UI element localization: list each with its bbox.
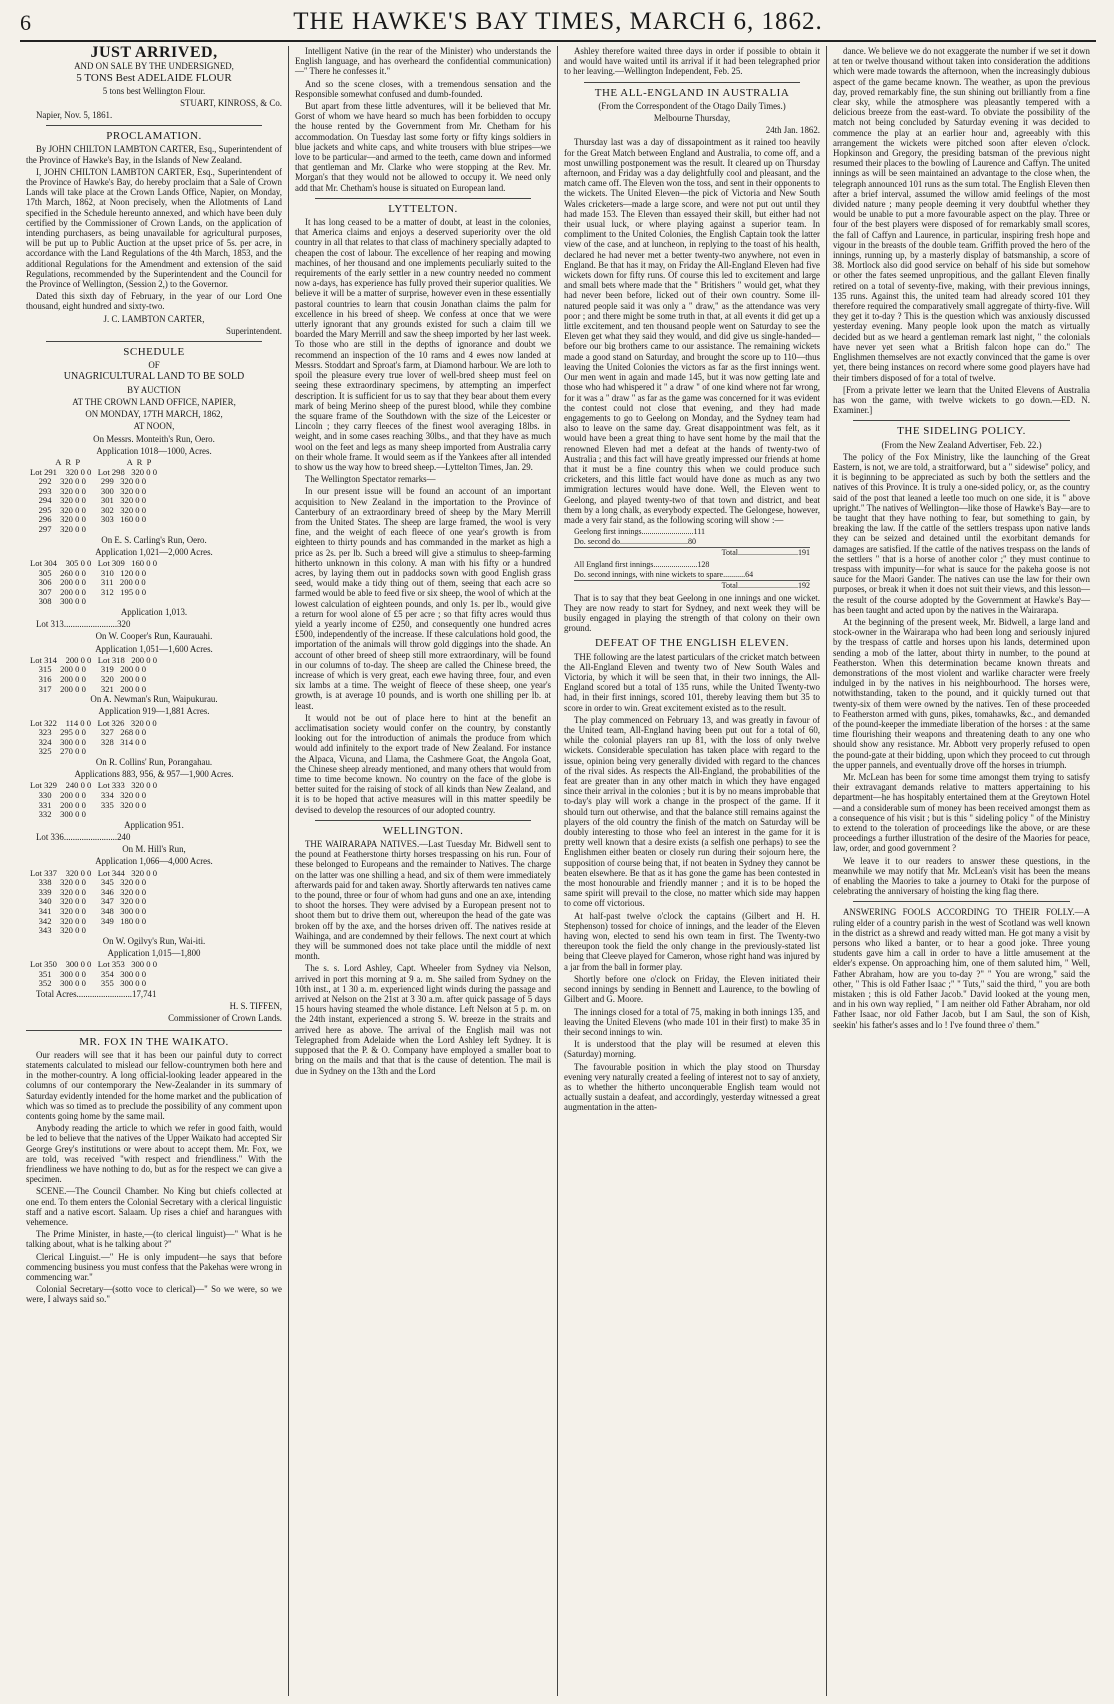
article-paragraph: In our present issue will be found an account of an important acquisition to New Zealand in the importation to the Province of Canterbury of an extraordinary breed of sheep by the Mary Merrill from the United States. The sheep are large framed, the wool is very fine, and the weight of each fleece of one year's growth is from eighteen to thirty pounds and has commanded in the market as high a price as 2s. per lb. Such a breed will give a stimulus to sheep-farming hitherto unknown in this colony. A man with his fifty or a hundred acres, by laying them out in paddocks sown with good English grass seed, would make a tidy thing out of them, seeing that each acre so farmed would be able to feed five or six sheep, the wool of which at the lowest calculation of eighteen pounds, and only 1s. per lb., would give a return for wool alone of £5 per acre ; so that fifty acres would thus yield a yearly income of £250, and consequently one hundred acres £500, independently of the increase. If these calculations hold good, the importation of the animals will throw gold diggings into the shade. An account of other breed of sheep still more extraordinary, will be found in our columns of to-day. The sheep are called the Chinese breed, the increase of which is very great, each ewe having three, four, and even six lambs at a time. The weight of fleece of these sheep, one year's growth, is at average 10 pounds, and is worth one shilling per lb. at least.: [295, 486, 551, 711]
proclamation-body: I, JOHN CHILTON LAMBTON CARTER, Esq., Superintendent of the Province of Hawke's Bay, do hereby proclaim that a Sale of Crown Lands will take place at the Crown Lands Office, Napier, on Monday, 17th March, 1862, at Noon precisely, when the Allotments of Land specified in the Schedule hereunto annexed, and which have been duly certified by the Commissioner of Crown Lands, on the application of intending purchasers, as being unavailable for agricultural purposes, will be put up to Public Auction at the upset price of 5s. per acre, in accordance with the Land Regulations of the 4th March, 1853, and the additional Regulations for the Amendment and extension of the said Regulations, recommended by the Superintendent and the Council for the Province of Wellington, (Session 2,) to the Governor.: [26, 166, 282, 290]
lot-table: [30, 458, 282, 535]
fox-paragraph: Anybody reading the article to which we refer in good faith, would be led to believe that the natives of the Upper Waikato had accepted Sir George Grey's institutions or were about to accept them. Mr. Fox, we are told, was received "with respect and friendliness." With the friendliness we have nothing to do, but as for the respect we can give a specimen.: [26, 1123, 282, 1185]
schedule-run: [26, 936, 282, 989]
fox-paragraph: Colonial Secretary—(sotto voce to clerical)—" So we were, so we were, I always said so.": [26, 1284, 282, 1305]
schedule-line: AT THE CROWN LAND OFFICE, NAPIER,: [72, 396, 236, 407]
article-paragraph: And so the scene closes, with a tremendous sensation and the Responsible somewhat confused and dumb-founded.: [295, 78, 551, 99]
dateline: Melbourne Thursday,: [653, 113, 731, 124]
lot-row: Lot 322 114 0 0 Lot 326 320 0 0: [30, 717, 157, 728]
lot-row: 297 320 0 0: [30, 524, 86, 535]
run-application: Application 951.: [124, 819, 184, 830]
newspaper-title: THE HAWKE'S BAY TIMES, MARCH 6, 1862.: [293, 8, 823, 35]
column-3: [558, 46, 827, 1696]
columns: [20, 46, 1096, 1696]
lot-row: 306 200 0 0 311 200 0 0: [30, 577, 146, 588]
lot-table: [30, 719, 282, 757]
lot-row: 324 300 0 0 328 314 0 0: [30, 736, 147, 747]
article-paragraph: It is understood that the play will be resumed at eleven this (Saturday) morning.: [564, 1039, 820, 1060]
article-paragraph: Mr. McLean has been for some time amongst them trying to satisfy their extravagant demands relative to matters appertaining to his department—he has hospitably entertained them at the Greytown Hotel—and a considerable sum of money has been received amongst them as a consequence of his visit ; but is this " sideling policy " of the Ministry to extend to the toleration of proceedings like the above, or are these proceedings a further illustration of the desire of the Maories for peace, law, order, and good government ?: [833, 772, 1090, 854]
ad-title: JUST ARRIVED,: [90, 46, 218, 61]
dateline: 24th Jan. 1862.: [765, 125, 820, 136]
article-paragraph: The innings closed for a total of 75, making in both innings 135, and leaving the United Elevens (who made 101 in their first) to make 35 in their second innings to win.: [564, 1006, 820, 1037]
run-application: Applications 883, 956, & 957—1,900 Acres.: [74, 769, 234, 780]
schedule-line: BY AUCTION: [127, 384, 181, 395]
schedule-line: UNAGRICULTURAL LAND TO BE SOLD: [63, 371, 245, 383]
lot-row: 293 320 0 0 300 320 0 0: [30, 485, 147, 496]
article-paragraph: It has long ceased to be a matter of doubt, at least in the colonies, that America claims and enjoys a deserved superiority over the old country in all that relates to that class of machinery specially adapted to cheapen the cost of labour. The excellence of her reaping and mowing machines, of her thousand and one implements peculiarly suited to the requirements of the early settler in a new country needed no comment now a-days, has experience has fully proved their superior qualities. We believe it will be a matter of surprise, however even in these essentially pastoral countries to learn that cousin Jonathan claims the palm for excellence in his breed of sheep. We confess at once that we were utterly ignorant that any grounds existed for such a claim till we boarded the Mary Merrill and saw the sheep imported by her last week. To those who are still in the depths of ignorance and doubt we recommend an inspection of the 10 rams and 4 ewes now landed at Messrs. Stoddart and Sproat's farm, at Diamond harbour. We are loth to spoil the pleasure every true lover of well-bred sheep must feel on seeing these extraordinary specimens, by attempting an imperfect description. It is sufficient for us to say that they bear about them every mark of being Merino sheep of the purest blood, while they combine the square frame of the Southdown with the size of the Leicester or Lincoln ; they carry fleeces of the finest wool averaging 18lbs. in weight, and in some cases reaching 30lbs., and that they have as much wool on the feet and legs as many sheep imported from Australia carry on their whole frame. It would seem as if the Yankees after all intended to show us the way how to breed sheep.—Lyttelton Times, Jan. 29.: [295, 217, 551, 472]
article-paragraph: [From a private letter we learn that the United Elevens of Australia has won the game, with twelve wickets to go down.—ED. N. Examiner.]: [833, 384, 1090, 416]
article-paragraph: The policy of the Fox Ministry, like the launching of the Great Eastern, is not, we are told, a straitforward, but a " sidewise" policy, and it is beginning to be appreciated as such by both the settlers and the natives of this Province. It is truly a one-sided policy, or, as the country said of the post that leaned a leetle too much on one side, it is " above upright." The natives of Wellington—like those of Hawke's Bay—are to be taught that they have nothing to fear, but something to gain, by breaking the law. If the cattle of the settlers trespass upon native lands they can be seized and detained until the exorbitant demands for damages are satisfied. If the cattle of the natives trespass on the lands of the settlers " that is a horse of another color ;" they must continue to trespass with impunity—for what is sauce for the pakeha goose is not sauce for the Maori Gander. The natives can use the law for their own purposes, or break it when it does not suit their views, and this lesson—the result of the course adopted by the Government at Hawke's Bay—has been taught and acted upon by the natives in the Wairarapa.: [833, 451, 1090, 615]
lot-table: [30, 781, 282, 819]
article-paragraph: ANSWERING FOOLS ACCORDING TO THEIR FOLLY.—A ruling elder of a country parish in the west of Scotland was well known in the district as a shrewd and ready witted man. He got many a visit by persons who liked a banter, or to hear a good joke. Three young students gave him a call in order to have a little amusement at the elder's expense. On approaching him, one of them saluted him, " Well, Father Abraham, how are you to-day ?" " You are wrong," said the other, " This is old Father Isaac ;" " Tuts," said the third, " you are both mistaken ; this is old Father Jacob." David looked at the young men, and in his own way replied, " I am neither old Father Abraham, nor old Father Isaac, nor old Father Jacob, but I am Saul, the son of Kish, seekin' his father's asses and lo ! I've found three o' them.": [833, 907, 1090, 1030]
ad-line: 5 TONS Best ADELAIDE FLOUR: [76, 72, 232, 85]
fox-paragraph: SCENE.—The Council Chamber. No King but chiefs collected at one end. To them enters the Colonial Secretary with a clerical linguistic staff and a native escort. Salaam. Up rises a chief and harangues with vehemence.: [26, 1186, 282, 1227]
lot-table: [30, 656, 282, 694]
schedule-total: Total Acres.........................17,741: [36, 988, 157, 999]
schedule-line: ON MONDAY, 17TH MARCH, 1862,: [85, 409, 223, 420]
fox-paragraph: Our readers will see that it has been our painful duty to correct statements calculated to mislead our fellow-countrymen both here and in the mother-country. A long official-looking leader appeared in the columns of our contemporary the New-Zealander in its summary of Saturday evidently intended for the home market and the publication of which was so timed as to preclude the possibility of any comment upon contents going home by the same mail.: [26, 1049, 282, 1121]
run-name: On R. Collins' Run, Porangahau.: [95, 757, 213, 767]
lot-row: 316 200 0 0 320 200 0 0: [30, 674, 147, 685]
lot-row: 343 320 0 0: [30, 925, 86, 936]
lot-row: A R P A R P: [30, 456, 152, 467]
schedule-run: [26, 757, 282, 842]
lot-row: 339 320 0 0 346 320 0 0: [30, 886, 147, 897]
lot-row: Lot 350 300 0 0 Lot 353 300 0 0: [30, 959, 157, 970]
article-paragraph: THE WAIRARAPA NATIVES.—Last Tuesday Mr. Bidwell sent to the pound at Featherstone thirty horses trespassing on his run. Four of these belonged to Europeans and the remainder to Natives. The charge on the latter was one shilling a head, and six of them were immediately afterwards paid for and taken away. Shortly afterwards ten natives came to the pound, three or four of whom had guns and one an axe, intending to shoot the horses. They were advised by a European present not to shoot them but to drive them out, whereupon the head of the gate was broken off by the axe, and the horses driven off. The natives reside at Waihinga, and are condemned by their fellows. The next court at which they will be summoned does not take place until the middle of next month.: [295, 839, 551, 962]
lot-row: 351 300 0 0 354 300 0 0: [30, 968, 147, 979]
article-paragraph: At half-past twelve o'clock the captains (Gilbert and H. H. Stephenson) tossed for choice of innings, and the leader of the Eleven having won, elected to send his own team in first. The Twenty-two thereupon took the field the only change in the previously-stated list being that Cleeve played for Cameron, whose right hand was injured by a jar from the ball in former play.: [564, 910, 820, 972]
lot-row: 330 200 0 0 334 320 0 0: [30, 790, 147, 800]
article-paragraph: Ashley therefore waited three days in order if possible to obtain it and would have waited until its arrival if it had been telegraphed prior to her leaving.—Wellington Independent, Feb. 25.: [564, 46, 820, 77]
ad-firm: STUART, KINROSS, & Co.: [180, 97, 282, 108]
article-paragraph: dance. We believe we do not exaggerate the number if we set it down at ten or twelve thousand without taken into consideration the additions which were made towards the afternoon, when the increasingly dubious aspect of the game became known. The weather, as upon the previous day, proved remarkably fine, the sun shining out brilliantly from a fine clear sky, while the atmosphere was pleasantly tempered with a delicious breeze from the east-ward. To obviate the possibility of the match not being concluded by Saturday evening it was decided to commence the play at an earlier hour and, agreeably with this arrangement the wickets were pitched soon after eleven o'clock. Hopkinson and Gregory, the presiding batsman of the previous night resumed their places to the bowling of Laurence and Caffyn. The united innings as will be seen maintained an advantage to the close when, the telegraph announced 101 runs as the sum total. The English Eleven then after a brief interval, assumed the willow amid feelings of the most divided nature ; many people deeming it very doubtful whether they would be unable to put a more favourable aspect on the play. Three or four of the best players were disposed of for remarkably small scores, the fall of Caffyn and Laurence, in particular, inspiring fresh hope and vigour in the breasts of the double team. Griffith proved the hero of the innings, running up, by a masterly display of batsmanship, a score of 38. Mortlock also did good service on behalf of his side but somehow or other the fates seemed unpropitious, and the gallant Eleven finally retired on a total of seventy-five, making, with their previous innings, 135 runs. Against this, the united team had already scored 101 they therefore required the comparatively small aggregate of thirty-five. Will they get it to-day ? This is the question which was anxiously discussed yesterday evening. Many people look upon the match as virtually decided but as we heard a gentleman remark last night, " the colonials have never yet seen what a British falcon hope can do." The Englishmen themselves are not exactly convinced that the game is over yet, there being instances on record where some good players have had their timbers disposed of for a total of twelve.: [833, 46, 1090, 383]
lot-row: 341 320 0 0 348 300 0 0: [30, 905, 147, 916]
schedule-run: [26, 694, 282, 757]
run-name: On W. Ogilvy's Run, Wai-iti.: [102, 935, 206, 946]
defeat-title: DEFEAT OF THE ENGLISH ELEVEN.: [594, 637, 790, 650]
proclamation-signature: J. C. LAMBTON CARTER,: [103, 313, 205, 324]
lot-row: 332 300 0 0: [30, 809, 86, 820]
article-paragraph: Shortly before one o'clock on Friday, the Eleven initiated their second innings by sending in Bennett and Laurence, to the bowling of Gilbert and G. Moore.: [564, 973, 820, 1005]
lot-row: 294 320 0 0 301 320 0 0: [30, 495, 147, 506]
lot-row: Lot 291 320 0 0 Lot 298 320 0 0: [30, 466, 157, 477]
score-line: Geelong first innings..........................111: [574, 527, 705, 537]
lot-table: [30, 869, 282, 936]
lot-row: 342 320 0 0 349 180 0 0: [30, 915, 147, 926]
run-application: Application 1,051—1,600 Acres.: [95, 643, 213, 654]
ad-line: AND ON SALE BY THE UNDERSIGNED,: [74, 61, 234, 72]
proclamation-by: By JOHN CHILTON LAMBTON CARTER, Esq., Superintendent of the Province of Hawke's Bay, in the Islands of New Zealand.: [26, 144, 282, 165]
page-number: 6: [20, 10, 31, 35]
article-paragraph: We leave it to our readers to answer these questions, in the meanwhile we may notify that Mr. McLean's visit has been the means of enabling the Maories to take a journey to Otaki for the purpose of celebrating the anniversary of hoisting the king flag there.: [833, 855, 1090, 897]
article-paragraph: It would not be out of place here to hint at the benefit an acclimatisation society would confer on the country, by constantly looking out for the introduction of animals the produce from which would add infinitely to the export trade of New Zealand. For instance the Alpaca, Vicuna, and Llama, the Cashmere Goat, the Angola Goat, the Chinese sheep already mentioned, and many others that would from time to time become known. No country on the face of the globe is better suited for the raising of stock of all kinds than New Zealand, and it is to be hoped that active measures will in this matter speedily be devised to develop the resources of our adopted country.: [295, 712, 551, 815]
run-name: On A. Newman's Run, Waipukurau.: [90, 694, 218, 705]
score-total: Total..............................191: [574, 547, 810, 557]
lot-row: 325 270 0 0: [30, 746, 86, 757]
fox-title: MR. FOX IN THE WAIKATO.: [79, 1035, 229, 1048]
article-paragraph: That is to say that they beat Geelong in one innings and one wicket. They are now ready to start for Sydney, and next week they will be busily engaged in playing the strength of that colony on their own ground.: [564, 592, 820, 634]
article-paragraph: At the beginning of the present week, Mr. Bidwell, a large land and stock-owner in the Wairarapa who had been long and seriously injured by the trespass of cattle and horses upon his lands, determined upon sending a mob of the latter, about thirty in number, to the pound at Featherston. When this determination became known threats and demonstrations of the most violent and warlike character were freely indulged in by the natives in his neighbourhood. The horses were, notwithstanding, taken to the pound, and it quickly turned out that twenty-six of them were owned by the natives. Ten of these proceeded to Featherston armed with guns, pikes, tomahawks, &c., and demanded of the pound-keeper the immediate liberation of the horses : at the same time flourishing their weapons and threatening death to any one who should show any resistance. Mr. Abbott very properly refused to open the pound-gate at their bidding, upon which they proceed to cut through the upper pannels, and eventually drove off the horses in triumph.: [833, 616, 1090, 770]
all-england-title: THE ALL-ENGLAND IN AUSTRALIA: [594, 86, 790, 99]
article-subtitle: (From the Correspondent of the Otago Daily Times.): [598, 100, 786, 111]
run-name: On E. S. Carling's Run, Oero.: [101, 534, 207, 545]
lot-row: 338 320 0 0 345 320 0 0: [30, 877, 147, 888]
run-name: On M. Hill's Run,: [122, 844, 186, 855]
schedule-signature: H. S. TIFFEN,: [229, 1001, 282, 1012]
lot-row: 331 200 0 0 335 320 0 0: [30, 799, 147, 810]
lot-table: [30, 559, 282, 607]
run-application: Application 1,066—4,000 Acres.: [95, 856, 213, 867]
proclamation-role: Superintendent.: [226, 325, 282, 336]
article-paragraph: Intelligent Native (in the rear of the Minister) who understands the English language, and has overheard the confidential communication)—" There he confesses it.": [295, 46, 551, 77]
article-paragraph: The Wellington Spectator remarks—: [305, 474, 436, 485]
column-1: [20, 46, 289, 1696]
schedule-role: Commissioner of Crown Lands.: [168, 1013, 282, 1024]
run-application: Application 1,021—2,000 Acres.: [95, 546, 213, 557]
score-line: All England first innings......................128: [574, 560, 710, 570]
lot-row: Lot 314 200 0 0 Lot 318 200 0 0: [30, 654, 157, 665]
schedule-run: [26, 631, 282, 694]
schedule-run: [26, 844, 282, 936]
article-paragraph: THE following are the latest particulars of the cricket match between the All-England Eleven and twenty two of New South Wales and Victoria, by which it will be seen that, in their two innings, the All-England scored but a total of 135 runs, while the United Twenty-two had, in their first innings, scored 101, thereby leaving them but 35 to score in order to win. Great excitement existed as to the result.: [564, 651, 820, 713]
article-paragraph: The play commenced on February 13, and was greatly in favour of the United team, All-England having been put out for a total of 60, while the colonial players ran up 81, with the loss of only twelve wickets. Considerable speculation has taken place with regard to the issue, opinion being very generally divided with regard to the chances of the rival sides. As respects the All-England, the probabilities of the feat are greater than in any other match in which they have engaged since their arrival in the colonies ; but it is by no means improbable that to-day's play will work a change in the prospect of the game. If it should turn out otherwise, and that the balance still remains against the players of the old country the finish of the match on Saturday will be doubly interesting to those who feel an interest in the game for it is pretty well known that a desire exists (a selfish one perhaps) to see the Englishmen either beaten or closely run during their sojourn here, the supposition of course being that, if not beaten in Sydney they cannot be beaten elsewhere. Be that as it has gone the game has been contested in the most honourable and friendly manner ; and it is to be hoped the same spirit will prevail to the close, no matter which side may happen to come off victorious.: [564, 714, 820, 909]
article-paragraph: But apart from these little adventures, will it be believed that Mr. Gorst of whom we have heard so much has been forbidden to occupy the house rented by the Government from Mr. Chetham for his accommodation. On Tuesday last some forty or fifty kings soldiers in blue jackets and white caps, and white trousers with blue stripes—we love to be particular—and armed to the teeth, came down and informed that gentleman and Mr. Clarke who were stopping at the Rev. Mr. Morgan's that they would not be allowed to occupy it. We need only add that Mr. Chetham's house is situated on European land.: [295, 101, 551, 193]
lot-row: 352 300 0 0 355 300 0 0: [30, 978, 147, 989]
masthead: [20, 0, 1096, 42]
column-2: [289, 46, 558, 1696]
run-name: On W. Cooper's Run, Kaurauahi.: [95, 631, 213, 642]
run-application: Application 1018—1000, Acres.: [96, 445, 212, 456]
article-paragraph: The favourable position in which the play stood on Thursday evening very naturally created a feeling of interest not to say of anxiety, as to whether the hitherto unconquerable English team would not actually sustain a deafeat, and accordingly, yesterday witnessed a great augmentation in the atten-: [564, 1061, 820, 1113]
proclamation-dated: Dated this sixth day of February, in the year of our Lord One thousand, eight hundred and sixty-two.: [26, 291, 282, 312]
scoreboard: [574, 527, 810, 590]
lot-table: [30, 960, 282, 989]
article-paragraph: The s. s. Lord Ashley, Capt. Wheeler from Sydney via Nelson, arrived in port this morning at 9 a. m. She sailed from Sydney on the 10th inst., at 1 30 a. m. experienced light winds during the passage and arrived at Nelson on the 21st at 3 30 a.m. after quick passage of 5 days 15 hours having steamed the whole distance. Left Nelson at 5 p. m. on the 24th instant, experienced a strong S. W. breeze in the straits and arrived here as above. The arrival of the English mail was not Telegraphed from Adelaide when the Lord Ashley left Sydney. It is supposed that the P. & O. Company have employed a smaller boat to bring on the mails and that that is the cause of detention. The mail is due in Sydney on the 13th and the Lord: [295, 963, 551, 1076]
article-subtitle: (From the New Zealand Advertiser, Feb. 22.): [881, 439, 1042, 450]
score-line: Do. second innings, with nine wickets to spare...........64: [574, 569, 754, 579]
lot-row: 317 200 0 0 321 200 0 0: [30, 683, 147, 694]
lot-row: Lot 336........................240: [36, 831, 131, 842]
lot-row: Lot 329 240 0 0 Lot 333 320 0 0: [30, 780, 157, 791]
schedule-line: AT NOON,: [133, 421, 175, 432]
run-application: Application 1,013.: [120, 607, 188, 618]
run-name: On Messrs. Monteith's Run, Oero.: [93, 433, 215, 444]
ad-line: 5 tons best Wellington Flour.: [102, 85, 206, 96]
lot-row: Lot 304 305 0 0 Lot 309 160 0 0: [30, 558, 157, 569]
ad-date: Napier, Nov. 5, 1861.: [36, 110, 113, 121]
run-application: Application 1,015—1,800: [107, 947, 201, 958]
schedule-line: OF: [148, 360, 160, 371]
wellington-title: WELLINGTON.: [382, 824, 464, 837]
lot-row: Lot 337 320 0 0 Lot 344 320 0 0: [30, 867, 157, 878]
lot-row: 323 295 0 0 327 268 0 0: [30, 727, 147, 738]
lot-row: 340 320 0 0 347 320 0 0: [30, 896, 147, 907]
fox-paragraph: Clerical Linguist.—" He is only impudent—he says that before commencing business you must confess that the Pakehas were wrong in commencing war.": [26, 1251, 282, 1283]
schedule-runs: [26, 434, 282, 989]
schedule-title: SCHEDULE: [123, 346, 185, 359]
article-paragraph: Thursday last was a day of dissapointment as it rained too heavily for the Great Match between England and Australia, to come off, and a most unwilling postponement was the result. It cleared up on Thursday afternoon, and Friday was a day delightfully cool and pleasant, and the match came off. The Eleven won the toss, and sent in their opponents to the wickets. The United Eleven—the pick of Victoria and New South Wales cricketers—made a large score, and were not put out until they had made 153. The Eleven than essayed their skill, but either had not their usual luck, or where playing against a superior team. In compliment to the United Colonies, the English Captain took the latter view of the case, and at luncheon, in replying to the toast of his health, declared he had never met a better twenty-two anywhere, not even in England. Be that has it may, on Friday the All-England Eleven had five wickets down for fifty runs. Of course this led to excitement and large and small bets where made that the " Britishers " would get, what they had never been before, licked out of their own country. Some ill-natured people said it was only a " draw," as the attendance was very poor ; and there might be some truth in that, at all events it did get up a little excitement, and ten thousand people went on Saturday to see the Eleven get what they said they would, and did give us single-handed—before our big brothers came to our assistance. The remaining wickets made a good stand on Saturday, and brought the score up to 110—thus leaving the United Colonies the victors as far as the first innings went. Our men went in again and made 145, but it was now getting late and those who had whispered it " a draw " of one kind where not far wrong, for it was a " draw " as far as the game was concerned for it was evident the contest could not close that evening, and they had made engagements to go to Geelong on Monday, and the Sydney team had also to leave on the same day. Great disappointment was felt, as it would have been a great thing to have sent home by the mail that the renowned Eleven had met a defeat at the hands of twenty-two of Australia ; and this fact will have greatly impressed our friends at home that it must be a fine country this when we could produce such cricketers, and this little fact would have done as much as any two immigration lectures would have done. Well, the Eleven went to Geelong, and played twenty-two of that town and district, and beat them by a long chalk, as everybody expected. The Gelongese, however, made a very fair stand, as the following scoring will show :—: [564, 137, 820, 525]
sideling-title: THE SIDELING POLICY.: [897, 425, 1026, 438]
fox-paragraph: The Prime Minister, in haste,—(to clerical linguist)—" What is he talking about, what is he talking about ?": [26, 1229, 282, 1250]
column-4: [827, 46, 1096, 1696]
proclamation-title: PROCLAMATION.: [106, 130, 202, 143]
lyttelton-title: LYTTELTON.: [388, 202, 458, 215]
schedule-run: [26, 535, 282, 630]
lot-row: 308 300 0 0: [30, 596, 86, 607]
run-application: Application 919—1,881 Acres.: [98, 706, 210, 717]
lot-row: 296 320 0 0 303 160 0 0: [30, 514, 147, 525]
schedule-run: [26, 434, 282, 535]
score-total: Total..............................192: [574, 580, 810, 590]
lot-row: 315 200 0 0 319 200 0 0: [30, 664, 147, 675]
lot-row: 307 200 0 0 312 195 0 0: [30, 586, 147, 597]
score-line: Do. second do..................................80: [574, 536, 696, 546]
lot-row: 295 320 0 0 302 320 0 0: [30, 504, 147, 515]
lot-row: Lot 313........................320: [36, 619, 131, 630]
lot-row: 292 320 0 0 299 320 0 0: [30, 476, 147, 487]
lot-row: 305 260 0 0 310 120 0 0: [30, 567, 147, 578]
